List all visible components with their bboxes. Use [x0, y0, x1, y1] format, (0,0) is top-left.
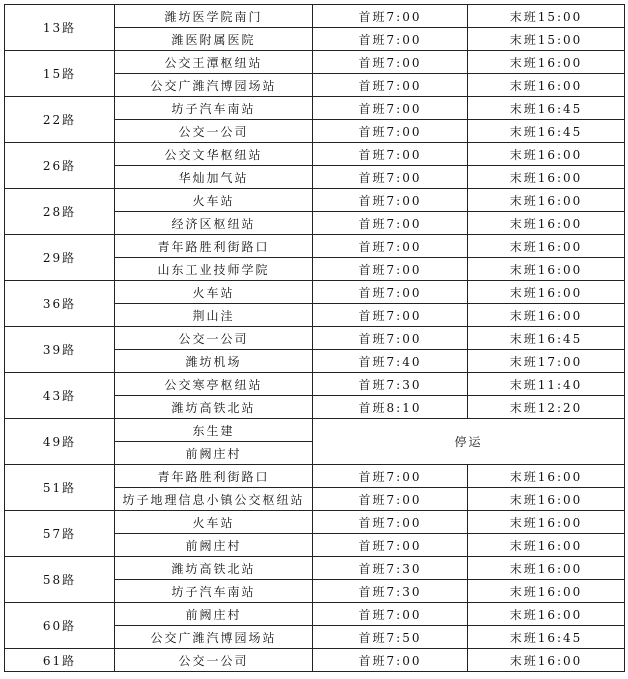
route-number-cell: 22路 — [5, 97, 115, 143]
station-cell: 公交王潭枢纽站 — [115, 51, 313, 74]
last-bus-time-cell: 末班16:00 — [468, 189, 625, 212]
last-bus-time-cell: 末班16:00 — [468, 304, 625, 327]
route-number-cell: 57路 — [5, 511, 115, 557]
route-number-cell: 49路 — [5, 419, 115, 465]
route-number-cell: 58路 — [5, 557, 115, 603]
last-bus-time-cell: 末班16:00 — [468, 74, 625, 97]
station-cell: 潍坊高铁北站 — [115, 557, 313, 580]
last-bus-time-cell: 末班16:00 — [468, 212, 625, 235]
last-bus-time-cell: 末班15:00 — [468, 28, 625, 51]
first-bus-time-cell: 首班7:00 — [313, 534, 468, 557]
first-bus-time-cell: 首班7:00 — [313, 235, 468, 258]
last-bus-time-cell: 末班16:00 — [468, 143, 625, 166]
station-cell: 山东工业技师学院 — [115, 258, 313, 281]
last-bus-time-cell: 末班12:20 — [468, 396, 625, 419]
station-cell: 青年路胜利街路口 — [115, 235, 313, 258]
station-cell: 坊子汽车南站 — [115, 580, 313, 603]
route-number-cell: 29路 — [5, 235, 115, 281]
route-number-cell: 28路 — [5, 189, 115, 235]
first-bus-time-cell: 首班7:00 — [313, 189, 468, 212]
last-bus-time-cell: 末班16:00 — [468, 235, 625, 258]
station-cell: 公交一公司 — [115, 120, 313, 143]
first-bus-time-cell: 首班7:50 — [313, 626, 468, 649]
first-bus-time-cell: 首班7:00 — [313, 143, 468, 166]
first-bus-time-cell: 首班7:00 — [313, 649, 468, 672]
table-row — [5, 97, 625, 120]
first-bus-time-cell: 首班7:00 — [313, 212, 468, 235]
last-bus-time-cell: 末班17:00 — [468, 350, 625, 373]
first-bus-time-cell: 首班8:10 — [313, 396, 468, 419]
station-cell: 前阙庄村 — [115, 442, 313, 465]
first-bus-time-cell: 首班7:00 — [313, 304, 468, 327]
last-bus-time-cell: 末班11:40 — [468, 373, 625, 396]
station-cell: 公交广潍汽博园场站 — [115, 74, 313, 97]
table-row — [5, 235, 625, 258]
first-bus-time-cell: 首班7:00 — [313, 465, 468, 488]
station-cell: 公交广潍汽博园场站 — [115, 626, 313, 649]
station-cell: 火车站 — [115, 281, 313, 304]
first-bus-time-cell: 首班7:00 — [313, 603, 468, 626]
table-row — [5, 281, 625, 304]
last-bus-time-cell: 末班16:00 — [468, 534, 625, 557]
station-cell: 公交文华枢纽站 — [115, 143, 313, 166]
station-cell: 前阙庄村 — [115, 603, 313, 626]
first-bus-time-cell: 首班7:30 — [313, 557, 468, 580]
route-number-cell: 39路 — [5, 327, 115, 373]
first-bus-time-cell: 首班7:00 — [313, 51, 468, 74]
station-cell: 潍坊高铁北站 — [115, 396, 313, 419]
last-bus-time-cell: 末班16:00 — [468, 465, 625, 488]
station-cell: 火车站 — [115, 189, 313, 212]
first-bus-time-cell: 首班7:00 — [313, 488, 468, 511]
first-bus-time-cell: 首班7:30 — [313, 373, 468, 396]
table-row — [5, 143, 625, 166]
station-cell: 东生建 — [115, 419, 313, 442]
last-bus-time-cell: 末班16:00 — [468, 488, 625, 511]
last-bus-time-cell: 末班16:45 — [468, 327, 625, 350]
last-bus-time-cell: 末班16:45 — [468, 626, 625, 649]
first-bus-time-cell: 首班7:00 — [313, 97, 468, 120]
table-row — [5, 419, 625, 442]
first-bus-time-cell: 首班7:40 — [313, 350, 468, 373]
station-cell: 前阙庄村 — [115, 534, 313, 557]
first-bus-time-cell: 首班7:00 — [313, 511, 468, 534]
first-bus-time-cell: 首班7:00 — [313, 74, 468, 97]
first-bus-time-cell: 首班7:00 — [313, 281, 468, 304]
table-row — [5, 649, 625, 672]
first-bus-time-cell: 首班7:00 — [313, 258, 468, 281]
bus-schedule-table — [4, 4, 625, 672]
first-bus-time-cell: 首班7:30 — [313, 580, 468, 603]
last-bus-time-cell: 末班16:45 — [468, 97, 625, 120]
first-bus-time-cell: 首班7:00 — [313, 327, 468, 350]
table-row — [5, 557, 625, 580]
first-bus-time-cell: 首班7:00 — [313, 120, 468, 143]
table-row — [5, 5, 625, 28]
last-bus-time-cell: 末班16:00 — [468, 649, 625, 672]
route-number-cell: 61路 — [5, 649, 115, 672]
station-cell: 坊子汽车南站 — [115, 97, 313, 120]
table-row — [5, 327, 625, 350]
table-row — [5, 603, 625, 626]
route-number-cell: 60路 — [5, 603, 115, 649]
station-cell: 公交一公司 — [115, 649, 313, 672]
last-bus-time-cell: 末班16:00 — [468, 281, 625, 304]
route-number-cell: 51路 — [5, 465, 115, 511]
station-cell: 潍医附属医院 — [115, 28, 313, 51]
route-number-cell: 26路 — [5, 143, 115, 189]
last-bus-time-cell: 末班16:45 — [468, 120, 625, 143]
station-cell: 坊子地理信息小镇公交枢纽站 — [115, 488, 313, 511]
station-cell: 荆山洼 — [115, 304, 313, 327]
last-bus-time-cell: 末班16:00 — [468, 557, 625, 580]
station-cell: 公交寒亭枢纽站 — [115, 373, 313, 396]
last-bus-time-cell: 末班16:00 — [468, 603, 625, 626]
first-bus-time-cell: 首班7:00 — [313, 28, 468, 51]
suspended-status-cell: 停运 — [313, 419, 625, 465]
last-bus-time-cell: 末班16:00 — [468, 51, 625, 74]
station-cell: 华灿加气站 — [115, 166, 313, 189]
first-bus-time-cell: 首班7:00 — [313, 166, 468, 189]
table-row — [5, 51, 625, 74]
schedule-body — [5, 5, 625, 672]
table-row — [5, 511, 625, 534]
station-cell: 潍坊机场 — [115, 350, 313, 373]
station-cell: 公交一公司 — [115, 327, 313, 350]
route-number-cell: 15路 — [5, 51, 115, 97]
last-bus-time-cell: 末班15:00 — [468, 5, 625, 28]
last-bus-time-cell: 末班16:00 — [468, 166, 625, 189]
table-row — [5, 373, 625, 396]
last-bus-time-cell: 末班16:00 — [468, 511, 625, 534]
station-cell: 火车站 — [115, 511, 313, 534]
last-bus-time-cell: 末班16:00 — [468, 258, 625, 281]
station-cell: 青年路胜利街路口 — [115, 465, 313, 488]
table-row — [5, 465, 625, 488]
station-cell: 潍坊医学院南门 — [115, 5, 313, 28]
route-number-cell: 43路 — [5, 373, 115, 419]
last-bus-time-cell: 末班16:00 — [468, 580, 625, 603]
route-number-cell: 13路 — [5, 5, 115, 51]
table-row — [5, 189, 625, 212]
route-number-cell: 36路 — [5, 281, 115, 327]
station-cell: 经济区枢纽站 — [115, 212, 313, 235]
first-bus-time-cell: 首班7:00 — [313, 5, 468, 28]
